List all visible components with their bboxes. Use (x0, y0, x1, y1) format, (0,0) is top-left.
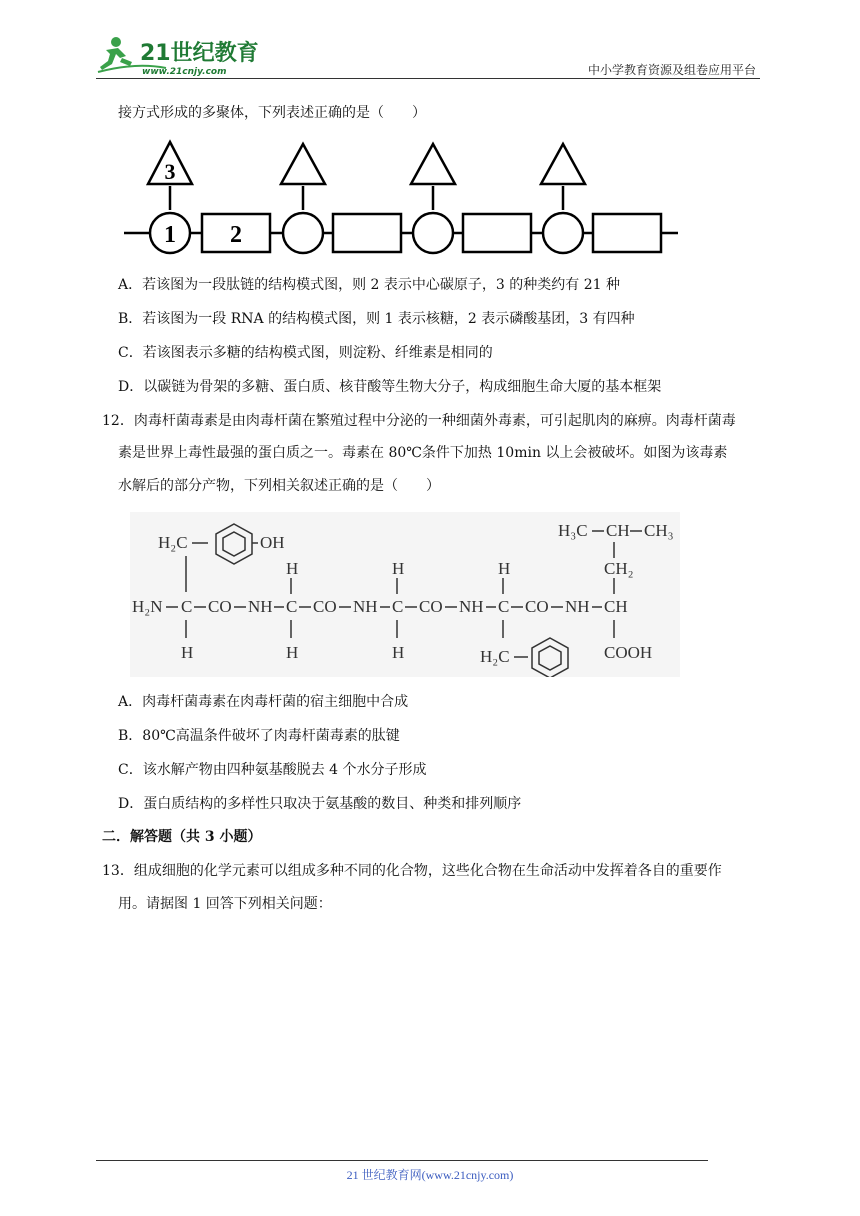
label-1: 1 (164, 222, 176, 248)
header-divider (96, 78, 760, 79)
svg-text:CO: CO (419, 597, 443, 616)
svg-text:H: H (286, 643, 299, 662)
svg-text:H₂C: H₂C (158, 533, 188, 552)
svg-text:C: C (392, 597, 404, 616)
svg-text:H: H (392, 559, 405, 578)
svg-text:OH: OH (260, 533, 285, 552)
footer-text: 21 世纪教育网(www.21cnjy.com) (346, 1168, 514, 1182)
svg-text:C: C (181, 597, 193, 616)
svg-text:CO: CO (525, 597, 549, 616)
svg-text:CH: CH (606, 521, 630, 540)
peptide-structure-diagram (130, 512, 680, 677)
svg-text:H₂C: H₂C (480, 647, 510, 666)
svg-text:NH: NH (459, 597, 484, 616)
svg-text:CH₂: CH₂ (604, 559, 634, 578)
footer-divider (96, 1160, 708, 1161)
label-3: 3 (164, 159, 176, 184)
svg-text:COOH: COOH (604, 643, 653, 662)
logo-url: www.21cnjy.com (142, 67, 227, 76)
q11-option-a: A．若该图为一段肽链的结构模式图，则 2 表示中心碳原子，3 的种类约有 21 种 (118, 277, 620, 293)
svg-text:C: C (498, 597, 510, 616)
polymer-structure-diagram (118, 136, 684, 256)
q12-option-d: D．蛋白质结构的多样性只取决于氨基酸的数目、种类和排列顺序 (118, 796, 522, 812)
logo-text: 21世纪教育 (140, 41, 259, 66)
svg-text:NH: NH (565, 597, 590, 616)
page-header (96, 30, 760, 80)
q12-line-3: 水解后的部分产物，下列相关叙述正确的是（ ） (118, 478, 440, 494)
header-platform-text: 中小学教育资源及组卷应用平台 (587, 63, 756, 77)
q13-line-2: 用。请据图 1 回答下列相关问题： (118, 896, 332, 912)
svg-text:H: H (181, 643, 194, 662)
section-title: 二．解答题（共 3 小题） (102, 829, 262, 845)
q11-stem-tail: 接方式形成的多聚体，下列表述正确的是（ ） (118, 105, 426, 121)
q11-option-c: C．若该图表示多糖的结构模式图，则淀粉、纤维素是相同的 (118, 345, 493, 361)
q12-option-b: B．80℃高温条件破坏了肉毒杆菌毒素的肽键 (118, 728, 400, 744)
svg-text:C: C (286, 597, 298, 616)
svg-text:CO: CO (208, 597, 232, 616)
svg-text:H: H (286, 559, 299, 578)
svg-text:CO: CO (313, 597, 337, 616)
q12-line-2: 素是世界上毒性最强的蛋白质之一。毒素在 80℃条件下加热 10min 以上会被破坏。如图为该毒素 (118, 445, 728, 461)
svg-text:CH₃: CH₃ (644, 521, 674, 540)
svg-text:H: H (498, 559, 511, 578)
svg-text:H₃C: H₃C (558, 521, 588, 540)
svg-text:H₂N: H₂N (132, 597, 163, 616)
svg-text:CH: CH (604, 597, 628, 616)
svg-text:NH: NH (248, 597, 273, 616)
q11-option-b: B．若该图为一段 RNA 的结构模式图，则 1 表示核糖，2 表示磷酸基团，3 有四种 (118, 311, 635, 327)
svg-text:H: H (392, 643, 405, 662)
q13-line-1: 13．组成细胞的化学元素可以组成多种不同的化合物，这些化合物在生命活动中发挥着各自的重要作 (102, 863, 722, 879)
q12-option-a: A．肉毒杆菌毒素在肉毒杆菌的宿主细胞中合成 (118, 694, 409, 710)
logo-21cnjy (96, 34, 266, 76)
label-2: 2 (230, 222, 242, 248)
q12-line-1: 12．肉毒杆菌毒素是由肉毒杆菌在繁殖过程中分泌的一种细菌外毒素，可引起肌肉的麻痹。肉毒杆菌毒 (102, 413, 736, 429)
svg-text:NH: NH (353, 597, 378, 616)
q11-option-d: D．以碳链为骨架的多糖、蛋白质、核苷酸等生物大分子，构成细胞生命大厦的基本框架 (118, 379, 662, 395)
q12-option-c: C．该水解产物由四种氨基酸脱去 4 个水分子形成 (118, 762, 427, 778)
